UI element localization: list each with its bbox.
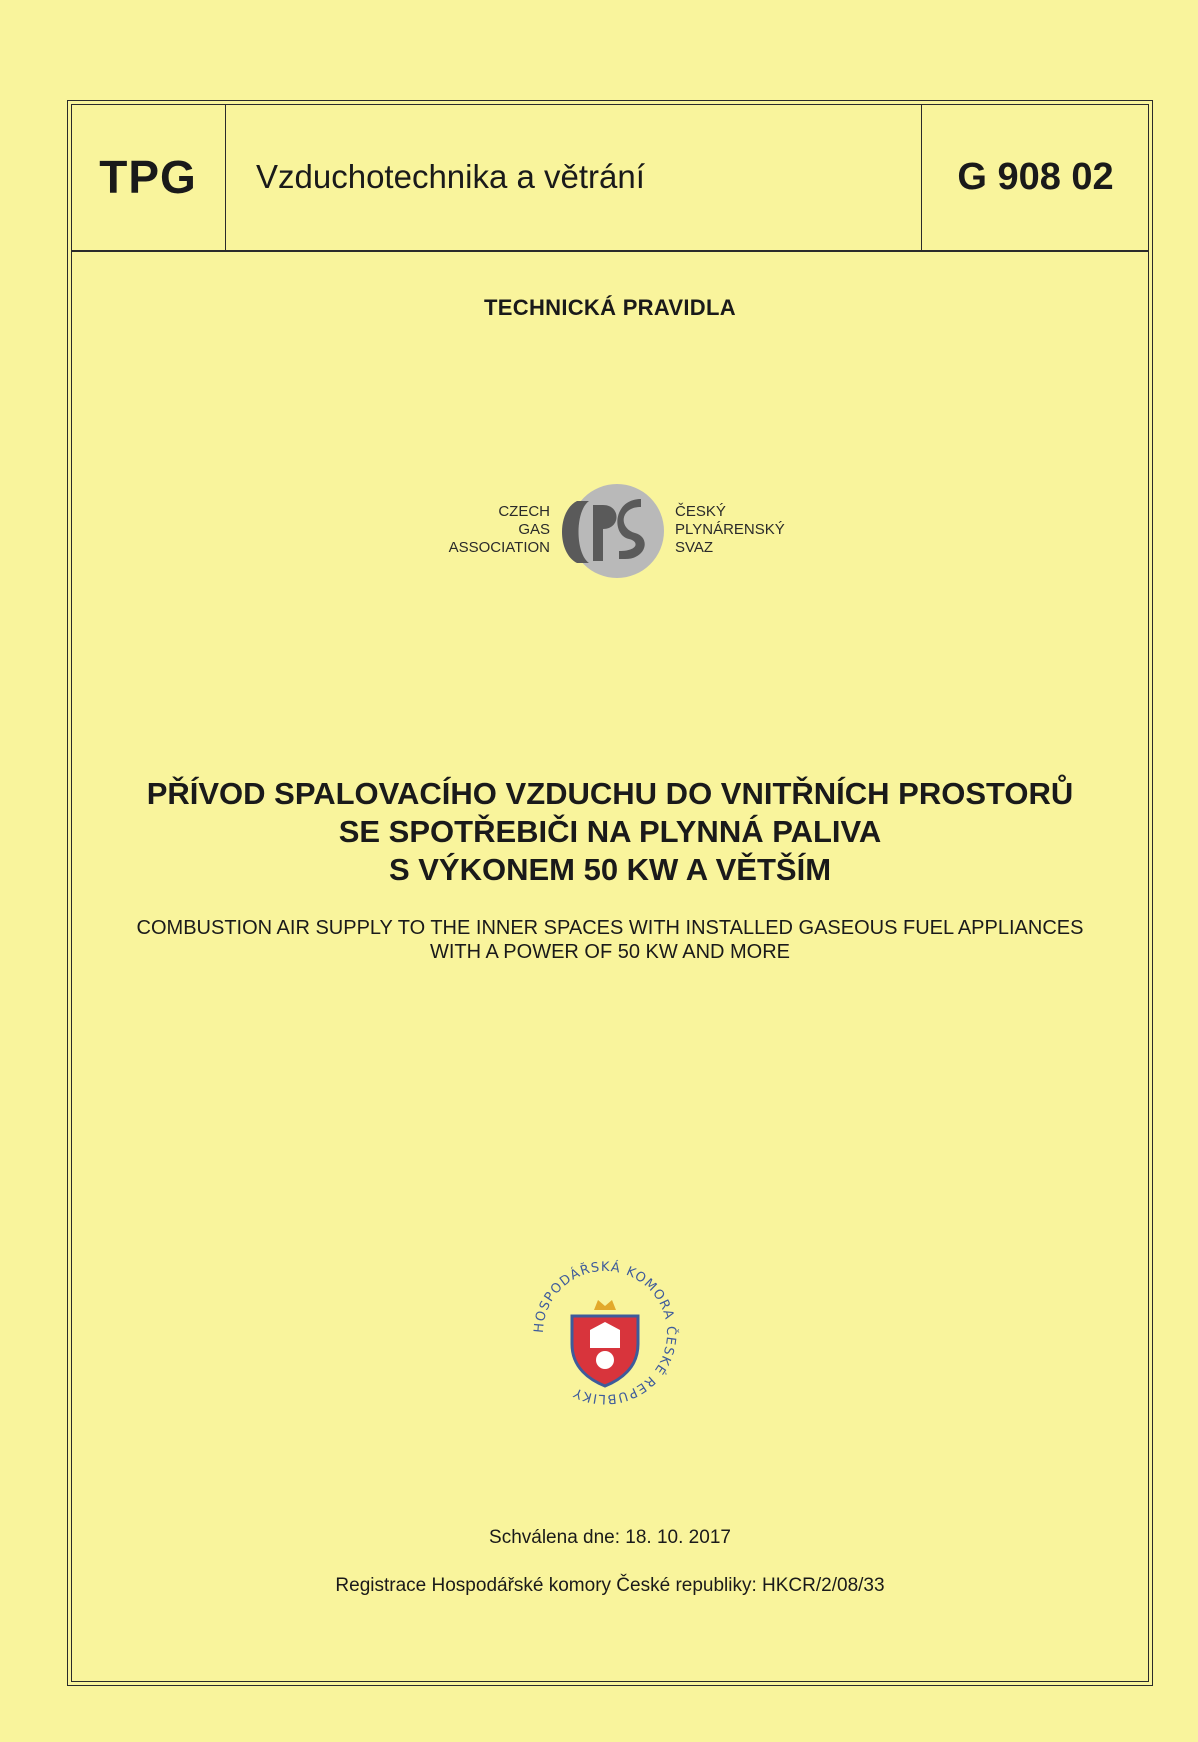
logo-line: ČESKÝ (675, 503, 726, 520)
document-title-english (71, 916, 1149, 964)
svg-text:HOSPODÁŘSKÁ KOMORA ČESKÉ REPUB: HOSPODÁŘSKÁ KOMORA ČESKÉ REPUBLIKY (531, 1259, 679, 1407)
title-line: COMBUSTION AIR SUPPLY TO THE INNER SPACES WITH INSTALLED GASEOUS FUEL APPLIANCES (136, 917, 1084, 939)
logo-text-czech (675, 503, 785, 557)
logo-text-english (449, 503, 550, 557)
title-line: PŘÍVOD SPALOVACÍHO VZDUCHU DO VNITŘNÍCH PROSTORŮ (146, 776, 1074, 811)
approval-date: Schválena dne: 18. 10. 2017 (489, 1527, 731, 1548)
cps-logo-icon (555, 481, 665, 581)
logo-line: GAS (518, 521, 550, 538)
inner-frame (71, 104, 1149, 1682)
document-code: G 908 02 (957, 155, 1114, 198)
logo-line: ASSOCIATION (448, 539, 550, 556)
logo-line: CZECH (498, 503, 550, 520)
subject-title: Vzduchotechnika a větrání (226, 104, 922, 250)
series-label: TPG (71, 104, 226, 250)
title-line: SE SPOTŘEBIČI NA PLYNNÁ PALIVA (338, 814, 882, 849)
registration-number: Registrace Hospodářské komory České republiky: HKCR/2/08/33 (335, 1575, 885, 1596)
document-title-czech (71, 775, 1149, 889)
chamber-of-commerce-seal-icon (520, 1248, 690, 1418)
logo-line: SVAZ (675, 539, 714, 556)
rules-label: TECHNICKÁ PRAVIDLA (484, 295, 736, 320)
title-line: WITH A POWER OF 50 KW AND MORE (429, 941, 791, 963)
header-table (71, 104, 1149, 252)
association-logo (400, 475, 820, 585)
title-line: S VÝKONEM 50 KW A VĚTŠÍM (388, 852, 832, 887)
logo-line: PLYNÁRENSKÝ (675, 521, 785, 538)
